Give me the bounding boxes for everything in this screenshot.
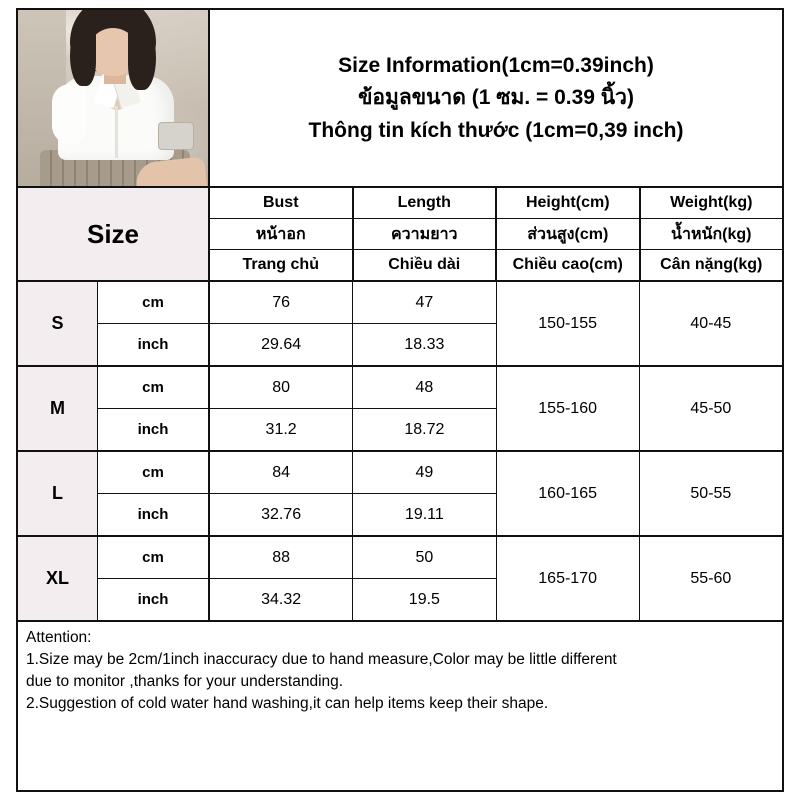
length-cm: 49 [353, 452, 495, 494]
attention-block [18, 622, 782, 715]
length-cm: 50 [353, 537, 495, 579]
row-bust-values [210, 282, 353, 365]
row-bust-values [210, 537, 353, 620]
row-height-value: 160-165 [497, 452, 640, 535]
length-inch: 18.72 [404, 420, 445, 438]
weight-label-vi: Cân nặng(kg) [660, 256, 763, 273]
unit-cm: cm [98, 282, 208, 324]
length-inch: 18.33 [404, 335, 445, 353]
weight-label-th: น้ำหนัก(kg) [641, 219, 783, 250]
title-line-vi: Thông tin kích thước (1cm=0,39 inch) [308, 118, 684, 142]
bust-inch: 32.76 [261, 505, 302, 523]
row-bust-values [210, 367, 353, 450]
bust-cm: 80 [210, 367, 352, 409]
title-block [210, 10, 782, 186]
model-hair-left [70, 20, 96, 86]
row-length-values [353, 282, 496, 365]
row-unit-column [98, 537, 210, 620]
shirt-placket [115, 106, 118, 158]
handbag [158, 122, 194, 150]
height-label-en: Height(cm) [497, 188, 639, 219]
unit-cm: cm [98, 452, 208, 494]
length-cm: 47 [353, 282, 495, 324]
column-header-row [18, 188, 782, 282]
bust-inch: 29.64 [261, 335, 302, 353]
table-row [18, 367, 782, 452]
row-length-values [353, 537, 496, 620]
title-line-th: ข้อมูลขนาด (1 ซม. = 0.39 นิ้ว) [358, 86, 634, 110]
unit-cm: cm [98, 537, 208, 579]
bust-inch: 31.2 [265, 420, 297, 438]
row-length-values [353, 452, 496, 535]
size-header-cell: Size [18, 188, 210, 280]
bust-cm: 76 [210, 282, 352, 324]
model-arm [52, 84, 86, 144]
attention-line-2: due to monitor ,thanks for your understanding. [26, 673, 344, 691]
table-row [18, 537, 782, 622]
row-size-label: XL [18, 537, 98, 620]
length-label-th: ความยาว [354, 219, 496, 250]
weight-label-en: Weight(kg) [641, 188, 783, 219]
row-size-label: M [18, 367, 98, 450]
row-length-values [353, 367, 496, 450]
row-height-value: 150-155 [497, 282, 640, 365]
column-header-weight [641, 188, 783, 280]
table-row [18, 282, 782, 367]
height-label-th: ส่วนสูง(cm) [497, 219, 639, 250]
row-height-value: 155-160 [497, 367, 640, 450]
row-weight-value: 40-45 [690, 314, 732, 332]
attention-heading: Attention: [26, 629, 92, 646]
product-photo [18, 10, 208, 186]
bust-cm: 84 [210, 452, 352, 494]
length-cm: 48 [353, 367, 495, 409]
row-unit-column [98, 282, 210, 365]
row-weight-value: 55-60 [690, 569, 732, 587]
height-label-vi: Chiều cao(cm) [512, 256, 623, 273]
bust-label-th: หน้าอก [210, 219, 352, 250]
bust-cm: 88 [210, 537, 352, 579]
unit-inch: inch [137, 506, 169, 523]
unit-inch: inch [137, 421, 169, 438]
row-bust-values [210, 452, 353, 535]
row-height-value: 165-170 [497, 537, 640, 620]
title-line-en: Size Information(1cm=0.39inch) [338, 53, 654, 77]
column-header-length [354, 188, 498, 280]
row-unit-column [98, 452, 210, 535]
attention-line-3: 2.Suggestion of cold water hand washing,it can help items keep their shape. [26, 695, 549, 713]
length-inch: 19.5 [408, 590, 440, 608]
row-size-label: S [18, 282, 98, 365]
length-label-vi: Chiều dài [388, 256, 461, 273]
header-row [18, 10, 782, 188]
table-row [18, 452, 782, 537]
attention-line-1: 1.Size may be 2cm/1inch inaccuracy due to hand measure,Color may be little different [26, 651, 617, 669]
row-unit-column [98, 367, 210, 450]
column-header-height [497, 188, 641, 280]
row-weight-value: 50-55 [690, 484, 732, 502]
bust-inch: 34.32 [261, 590, 302, 608]
unit-inch: inch [137, 336, 169, 353]
length-inch: 19.11 [404, 505, 444, 523]
bust-label-vi: Trang chủ [242, 256, 319, 273]
length-label-en: Length [354, 188, 496, 219]
bust-label-en: Bust [210, 188, 352, 219]
row-size-label: L [18, 452, 98, 535]
product-photo-cell [18, 10, 210, 186]
row-weight-value: 45-50 [690, 399, 732, 417]
size-chart-sheet [16, 8, 784, 792]
unit-cm: cm [98, 367, 208, 409]
unit-inch: inch [137, 591, 169, 608]
column-header-bust [210, 188, 354, 280]
